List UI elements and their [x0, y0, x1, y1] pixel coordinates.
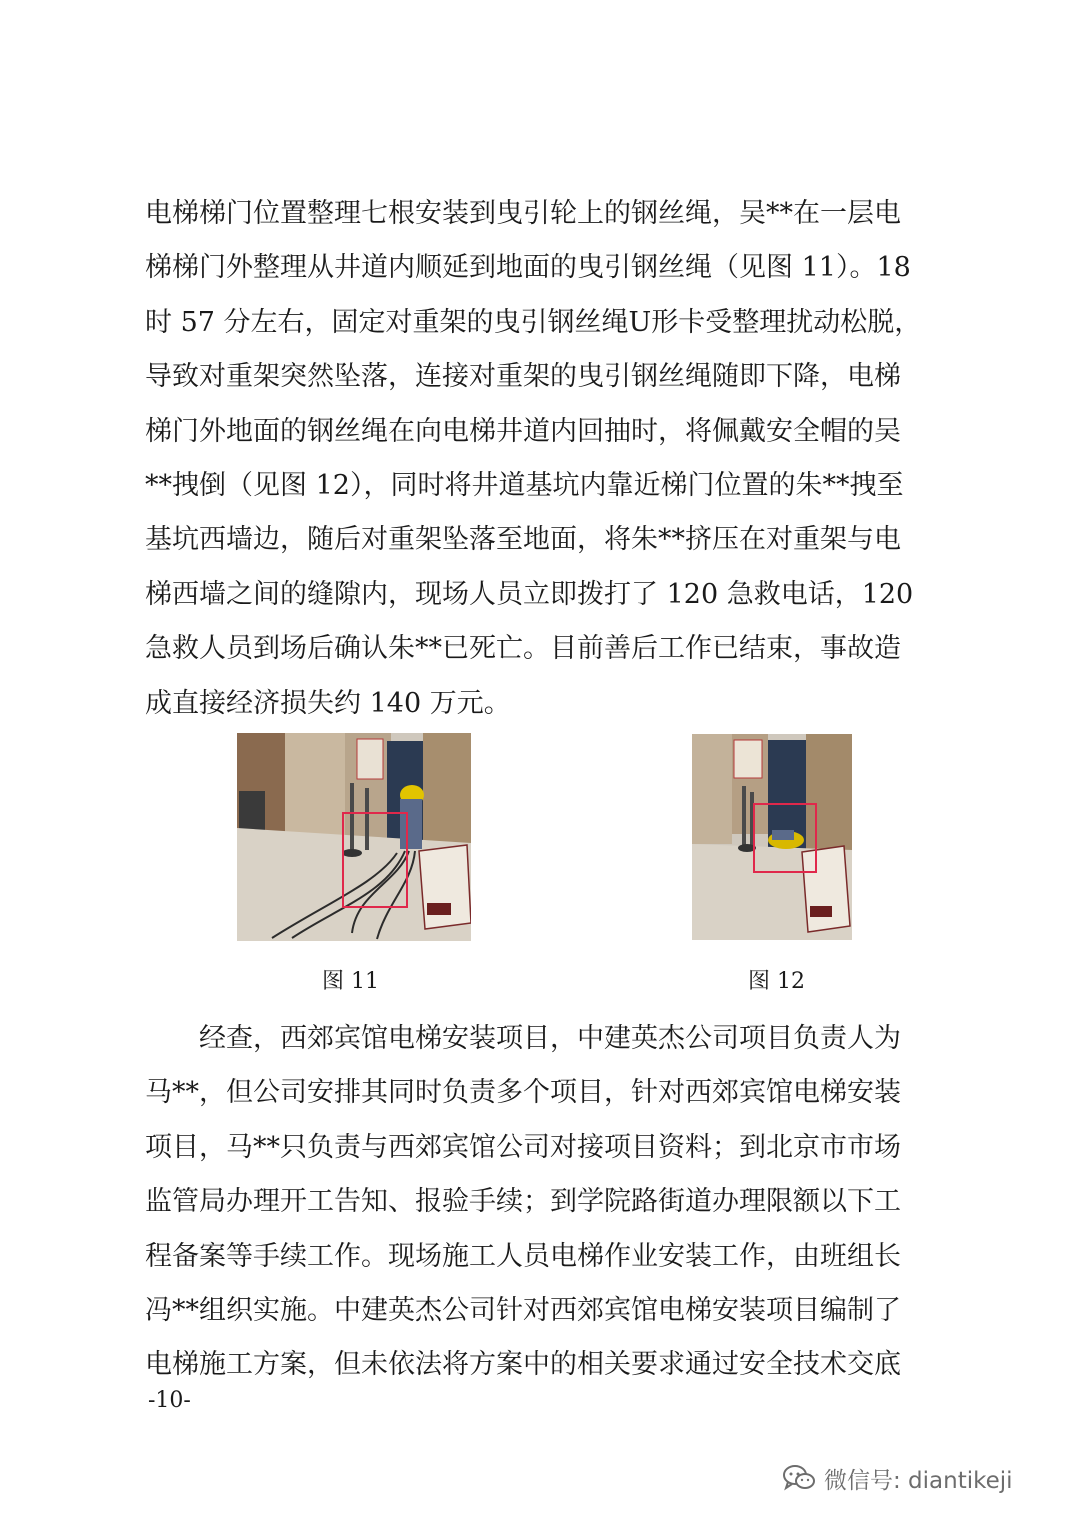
elevator-scene-illustration: [692, 734, 852, 940]
text-line: 急救人员到场后确认朱**已死亡。目前善后工作已结束，事故造: [145, 633, 901, 665]
text-line: 电梯梯门位置整理七根安装到曳引轮上的钢丝绳，吴**在一层电: [145, 198, 901, 229]
text-line: 程备案等手续工作。现场施工人员电梯作业安装工作，由班组长: [145, 1240, 901, 1272]
text-line: 基坑西墙边，随后对重架坠落至地面，将朱**挤压在对重架与电: [145, 524, 901, 556]
text-line: 监管局办理开工告知、报验手续；到学院路街道办理限额以下工: [145, 1186, 901, 1218]
figure-11-photo: [237, 733, 471, 941]
wechat-icon: [782, 1463, 816, 1493]
text-line: **拽倒（见图 12），同时将井道基坑内靠近梯门位置的朱**拽至: [145, 469, 904, 501]
body-paragraph-1: [145, 187, 945, 731]
text-line: 项目，马**只负责与西郊宾馆公司对接项目资料；到北京市市场: [145, 1131, 901, 1163]
text-line: 梯门外地面的钢丝绳在向电梯井道内回抽时，将佩戴安全帽的吴: [145, 415, 901, 447]
watermark-text: 微信号: diantikeji: [824, 1467, 1013, 1494]
text-line: 梯西墙之间的缝隙内，现场人员立即拨打了 120 急救电话，120: [145, 578, 914, 610]
wechat-watermark: [782, 1462, 1013, 1494]
text-line: 电梯施工方案，但未依法将方案中的相关要求通过安全技术交底: [145, 1349, 901, 1381]
figure-12-caption: 图 12: [748, 969, 805, 994]
text-line: 马**，但公司安排其同时负责多个项目，针对西郊宾馆电梯安装: [145, 1077, 901, 1109]
text-line: 经查，西郊宾馆电梯安装项目，中建英杰公司项目负责人为: [145, 1023, 901, 1054]
figure-12-photo: [692, 734, 852, 940]
text-line: 时 57 分左右，固定对重架的曳引钢丝绳U形卡受整理扰动松脱，: [145, 306, 922, 338]
text-line: 导致对重架突然坠落，连接对重架的曳引钢丝绳随即下降，电梯: [145, 361, 901, 393]
page-number: -10-: [148, 1388, 191, 1413]
figure-11-caption: 图 11: [322, 969, 379, 994]
elevator-scene-illustration: [237, 733, 471, 941]
text-line: 梯梯门外整理从井道内顺延到地面的曳引钢丝绳（见图 11）。18: [145, 252, 911, 284]
body-paragraph-2: [145, 1012, 945, 1393]
text-line: 冯**组织实施。中建英杰公司针对西郊宾馆电梯安装项目编制了: [145, 1294, 901, 1326]
text-line: 成直接经济损失约 140 万元。: [145, 687, 511, 719]
